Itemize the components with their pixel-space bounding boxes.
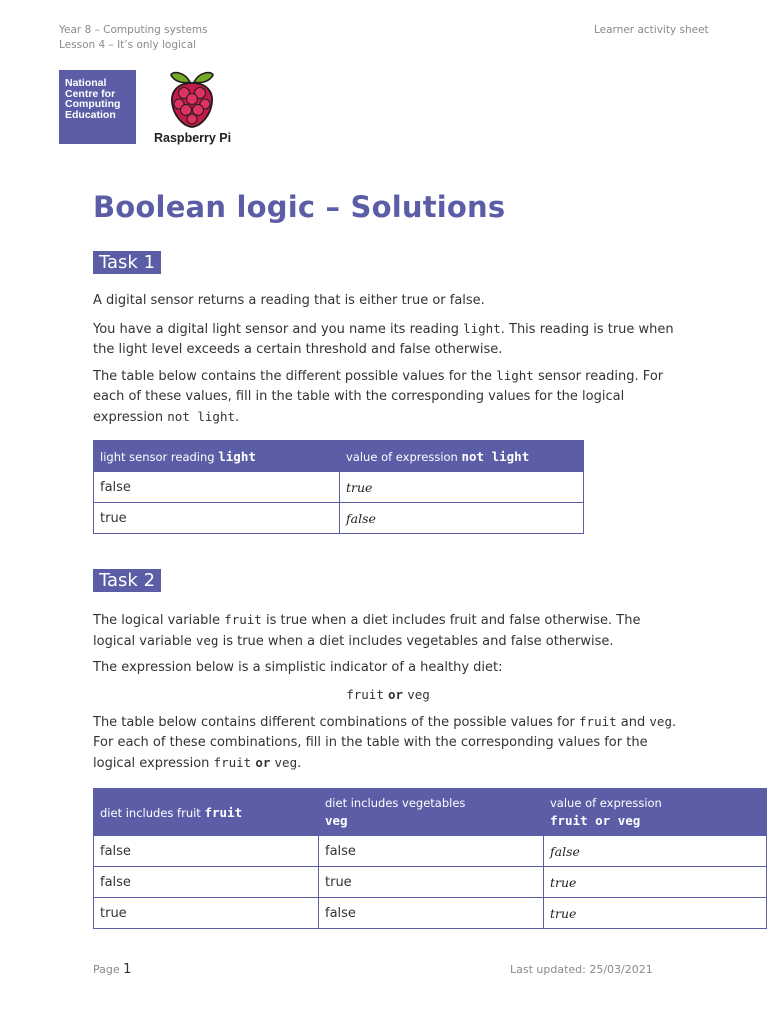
answer-cell[interactable]: false: [340, 503, 584, 534]
ncce-logo-line: Education: [65, 108, 116, 121]
code-veg: veg: [274, 755, 298, 770]
task-1-paragraph-3: [93, 366, 683, 428]
table-cell: true: [94, 503, 340, 534]
header-fruit: [94, 789, 319, 836]
code-light: light: [496, 368, 534, 383]
page-label: Page: [93, 963, 124, 976]
task-1-table: [93, 440, 584, 534]
header-veg: [319, 789, 544, 836]
table-row: [94, 867, 767, 898]
task-1-paragraph-1: A digital sensor returns a reading that is either true or false.: [93, 293, 485, 308]
task-2-paragraph-3: [93, 712, 683, 774]
header-fruit-or-veg: [544, 789, 767, 836]
header-text: diet includes fruit: [100, 805, 205, 820]
text: is true when a diet includes fruit and false otherwise. The logical variable: [93, 613, 641, 649]
text: The logical variable: [93, 613, 225, 628]
header-text: light sensor reading: [100, 449, 219, 464]
ncce-logo: [59, 70, 136, 144]
code-light: light: [463, 321, 501, 336]
code-fruit: fruit: [346, 687, 384, 702]
text: .: [235, 410, 240, 425]
text: sensor reading. For each of these values, fill in the table with the corresponding values for the logical expression: [93, 369, 664, 425]
header-code: fruit or veg: [550, 812, 641, 828]
header-course: Year 8 – Computing systems: [59, 24, 208, 36]
answer-cell[interactable]: true: [544, 867, 767, 898]
healthy-diet-expression: [93, 685, 683, 706]
text: . This reading is true when the light level exceeds a certain threshold and false otherwise.: [93, 322, 674, 357]
ncce-logo-line: Computing: [65, 98, 121, 110]
table-cell: false: [319, 836, 544, 867]
raspberry-pi-icon: [166, 69, 218, 129]
last-updated: Last updated: 25/03/2021: [510, 963, 653, 976]
text: . For each of these combinations, fill in the table with the corresponding values for the logical expression: [93, 715, 677, 771]
header-code: light: [218, 448, 256, 464]
header-text: value of expression: [550, 795, 662, 810]
text: is true when a diet includes vegetables and false otherwise.: [218, 634, 614, 649]
task-2-paragraph-2: The expression below is a simplistic indicator of a healthy diet:: [93, 660, 503, 675]
header-light-sensor-reading: [94, 441, 340, 472]
task-2-label: Task 2: [93, 569, 161, 592]
code-or: or: [388, 687, 404, 702]
table-row: [94, 836, 767, 867]
table-row: [94, 503, 584, 534]
code-veg: veg: [195, 633, 219, 648]
text: You have a digital light sensor and you name its reading: [93, 322, 464, 337]
code-veg: veg: [649, 714, 672, 729]
text: The table below contains different combinations of the possible values for: [93, 715, 580, 730]
table-header-row: [94, 789, 767, 836]
table-row: [94, 472, 584, 503]
answer-cell[interactable]: false: [544, 836, 767, 867]
task-1-label: Task 1: [93, 251, 161, 274]
ncce-logo-line: National: [65, 77, 107, 89]
table-header-row: [94, 441, 584, 472]
table-cell: false: [94, 867, 319, 898]
answer-cell[interactable]: true: [544, 898, 767, 929]
task-2-table: [93, 788, 767, 929]
code-fruit: fruit: [213, 755, 252, 770]
table-cell: false: [319, 898, 544, 929]
text: and: [616, 715, 650, 730]
code-or: or: [255, 755, 271, 770]
task-1-paragraph-2: [93, 319, 683, 360]
header-lesson: Lesson 4 – It’s only logical: [59, 39, 197, 51]
header-text: diet includes vegetables: [325, 795, 466, 810]
code-not-light: not light: [167, 409, 235, 424]
code-fruit: fruit: [579, 714, 617, 729]
table-row: [94, 898, 767, 929]
header-code: not light: [461, 448, 530, 464]
text: .: [297, 756, 302, 771]
header-code: veg: [325, 812, 348, 828]
page-number-value: 1: [123, 962, 132, 977]
table-cell: false: [94, 472, 340, 503]
table-cell: true: [94, 898, 319, 929]
ncce-logo-line: Centre for: [65, 87, 116, 100]
raspberry-pi-label: Raspberry Pi: [154, 131, 232, 145]
table-cell: false: [94, 836, 319, 867]
code-fruit: fruit: [224, 612, 262, 627]
table-cell: true: [319, 867, 544, 898]
header-sheet-type: Learner activity sheet: [594, 24, 709, 36]
page-title: Boolean logic – Solutions: [93, 190, 506, 224]
page-number: [93, 962, 131, 977]
header-code: fruit: [204, 804, 243, 820]
task-2-paragraph-1: [93, 610, 683, 652]
answer-cell[interactable]: true: [340, 472, 584, 503]
header-not-light: [340, 441, 584, 472]
header-text: value of expression: [346, 449, 462, 464]
code-veg: veg: [407, 687, 430, 702]
text: The table below contains the different possible values for the: [93, 369, 497, 384]
